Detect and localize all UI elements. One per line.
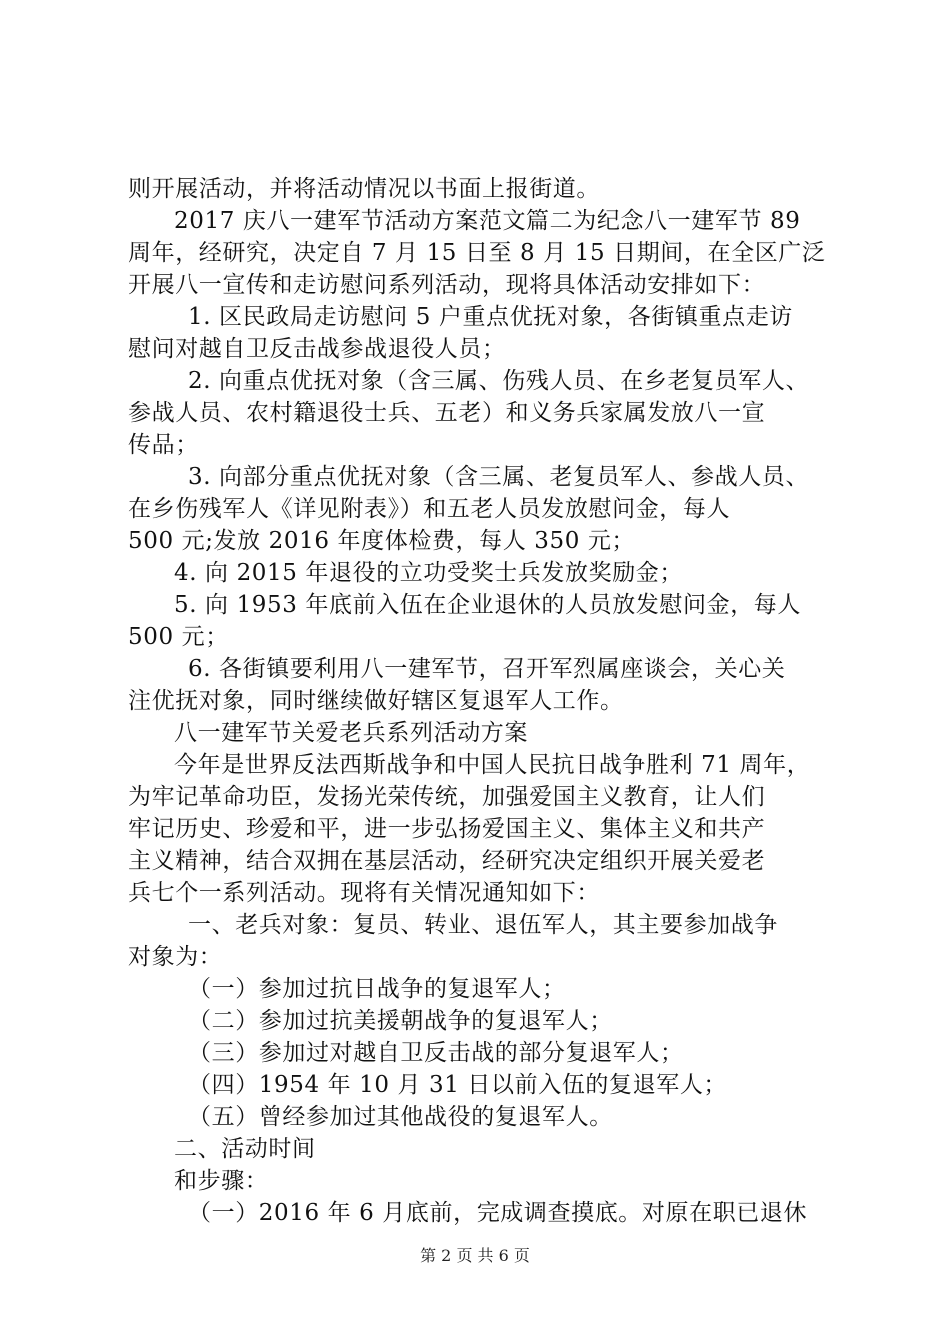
text-line: 参战人员、农村籍退役士兵、五老）和义务兵家属发放八一宣 — [128, 400, 766, 426]
text-line: 5. 向 1953 年底前入伍在企业退休的人员放发慰问金，每人 — [174, 592, 802, 618]
page-number: 第 2 页 共 6 页 — [420, 1246, 530, 1265]
text-line: 兵七个一系列活动。现将有关情况通知如下： — [128, 880, 600, 906]
text-line: 开展八一宣传和走访慰问系列活动，现将具体活动安排如下： — [128, 272, 766, 298]
text-line: 二、活动时间 — [174, 1136, 316, 1162]
text-line: 一、老兵对象：复员、转业、退伍军人，其主要参加战争 — [188, 912, 778, 938]
text-line: 1. 区民政局走访慰问 5 户重点优抚对象，各街镇重点走访 — [188, 304, 793, 330]
text-line: 和步骤： — [174, 1168, 269, 1194]
text-line: 2017 庆八一建军节活动方案范文篇二为纪念八一建军节 89 — [174, 208, 801, 234]
text-line: （四）1954 年 10 月 31 日以前入伍的复退军人； — [188, 1072, 728, 1098]
text-line: 500 元;发放 2016 年度体检费，每人 350 元； — [128, 528, 636, 554]
text-line: 八一建军节关爱老兵系列活动方案 — [174, 720, 528, 746]
text-line: 传品； — [128, 432, 199, 458]
text-line: （二）参加过抗美援朝战争的复退军人； — [188, 1008, 613, 1034]
text-line: 4. 向 2015 年退役的立功受奖士兵发放奖励金； — [174, 560, 684, 586]
text-line: 注优抚对象，同时继续做好辖区复退军人工作。 — [128, 688, 624, 714]
text-line: 主义精神，结合双拥在基层活动，经研究决定组织开展关爱老 — [128, 848, 766, 874]
text-line: 周年，经研究，决定自 7 月 15 日至 8 月 15 日期间，在全区广泛 — [128, 240, 826, 266]
text-line: 慰问对越自卫反击战参战退役人员； — [128, 336, 506, 362]
text-line: 6. 各街镇要利用八一建军节，召开军烈属座谈会，关心关 — [188, 656, 786, 682]
text-line: 今年是世界反法西斯战争和中国人民抗日战争胜利 71 周年， — [174, 752, 811, 778]
text-line: 则开展活动，并将活动情况以书面上报街道。 — [128, 176, 600, 202]
text-line: （五）曾经参加过其他战役的复退军人。 — [188, 1104, 613, 1130]
text-line: 为牢记革命功臣，发扬光荣传统，加强爱国主义教育，让人们 — [128, 784, 766, 810]
text-line: （三）参加过对越自卫反击战的部分复退军人； — [188, 1040, 684, 1066]
text-line: 500 元； — [128, 624, 229, 650]
text-line: 牢记历史、珍爱和平，进一步弘扬爱国主义、集体主义和共产 — [128, 816, 766, 842]
text-line: （一）参加过抗日战争的复退军人； — [188, 976, 566, 1002]
text-line: （一）2016 年 6 月底前，完成调查摸底。对原在职已退休 — [188, 1200, 808, 1226]
text-line: 在乡伤残军人《详见附表》）和五老人员发放慰问金，每人 — [128, 496, 731, 522]
document-body — [128, 173, 828, 1229]
text-line: 3. 向部分重点优抚对象（含三属、老复员军人、参战人员、 — [188, 464, 810, 490]
text-line: 2. 向重点优抚对象（含三属、伤残人员、在乡老复员军人、 — [188, 368, 810, 394]
text-line: 对象为： — [128, 944, 223, 970]
